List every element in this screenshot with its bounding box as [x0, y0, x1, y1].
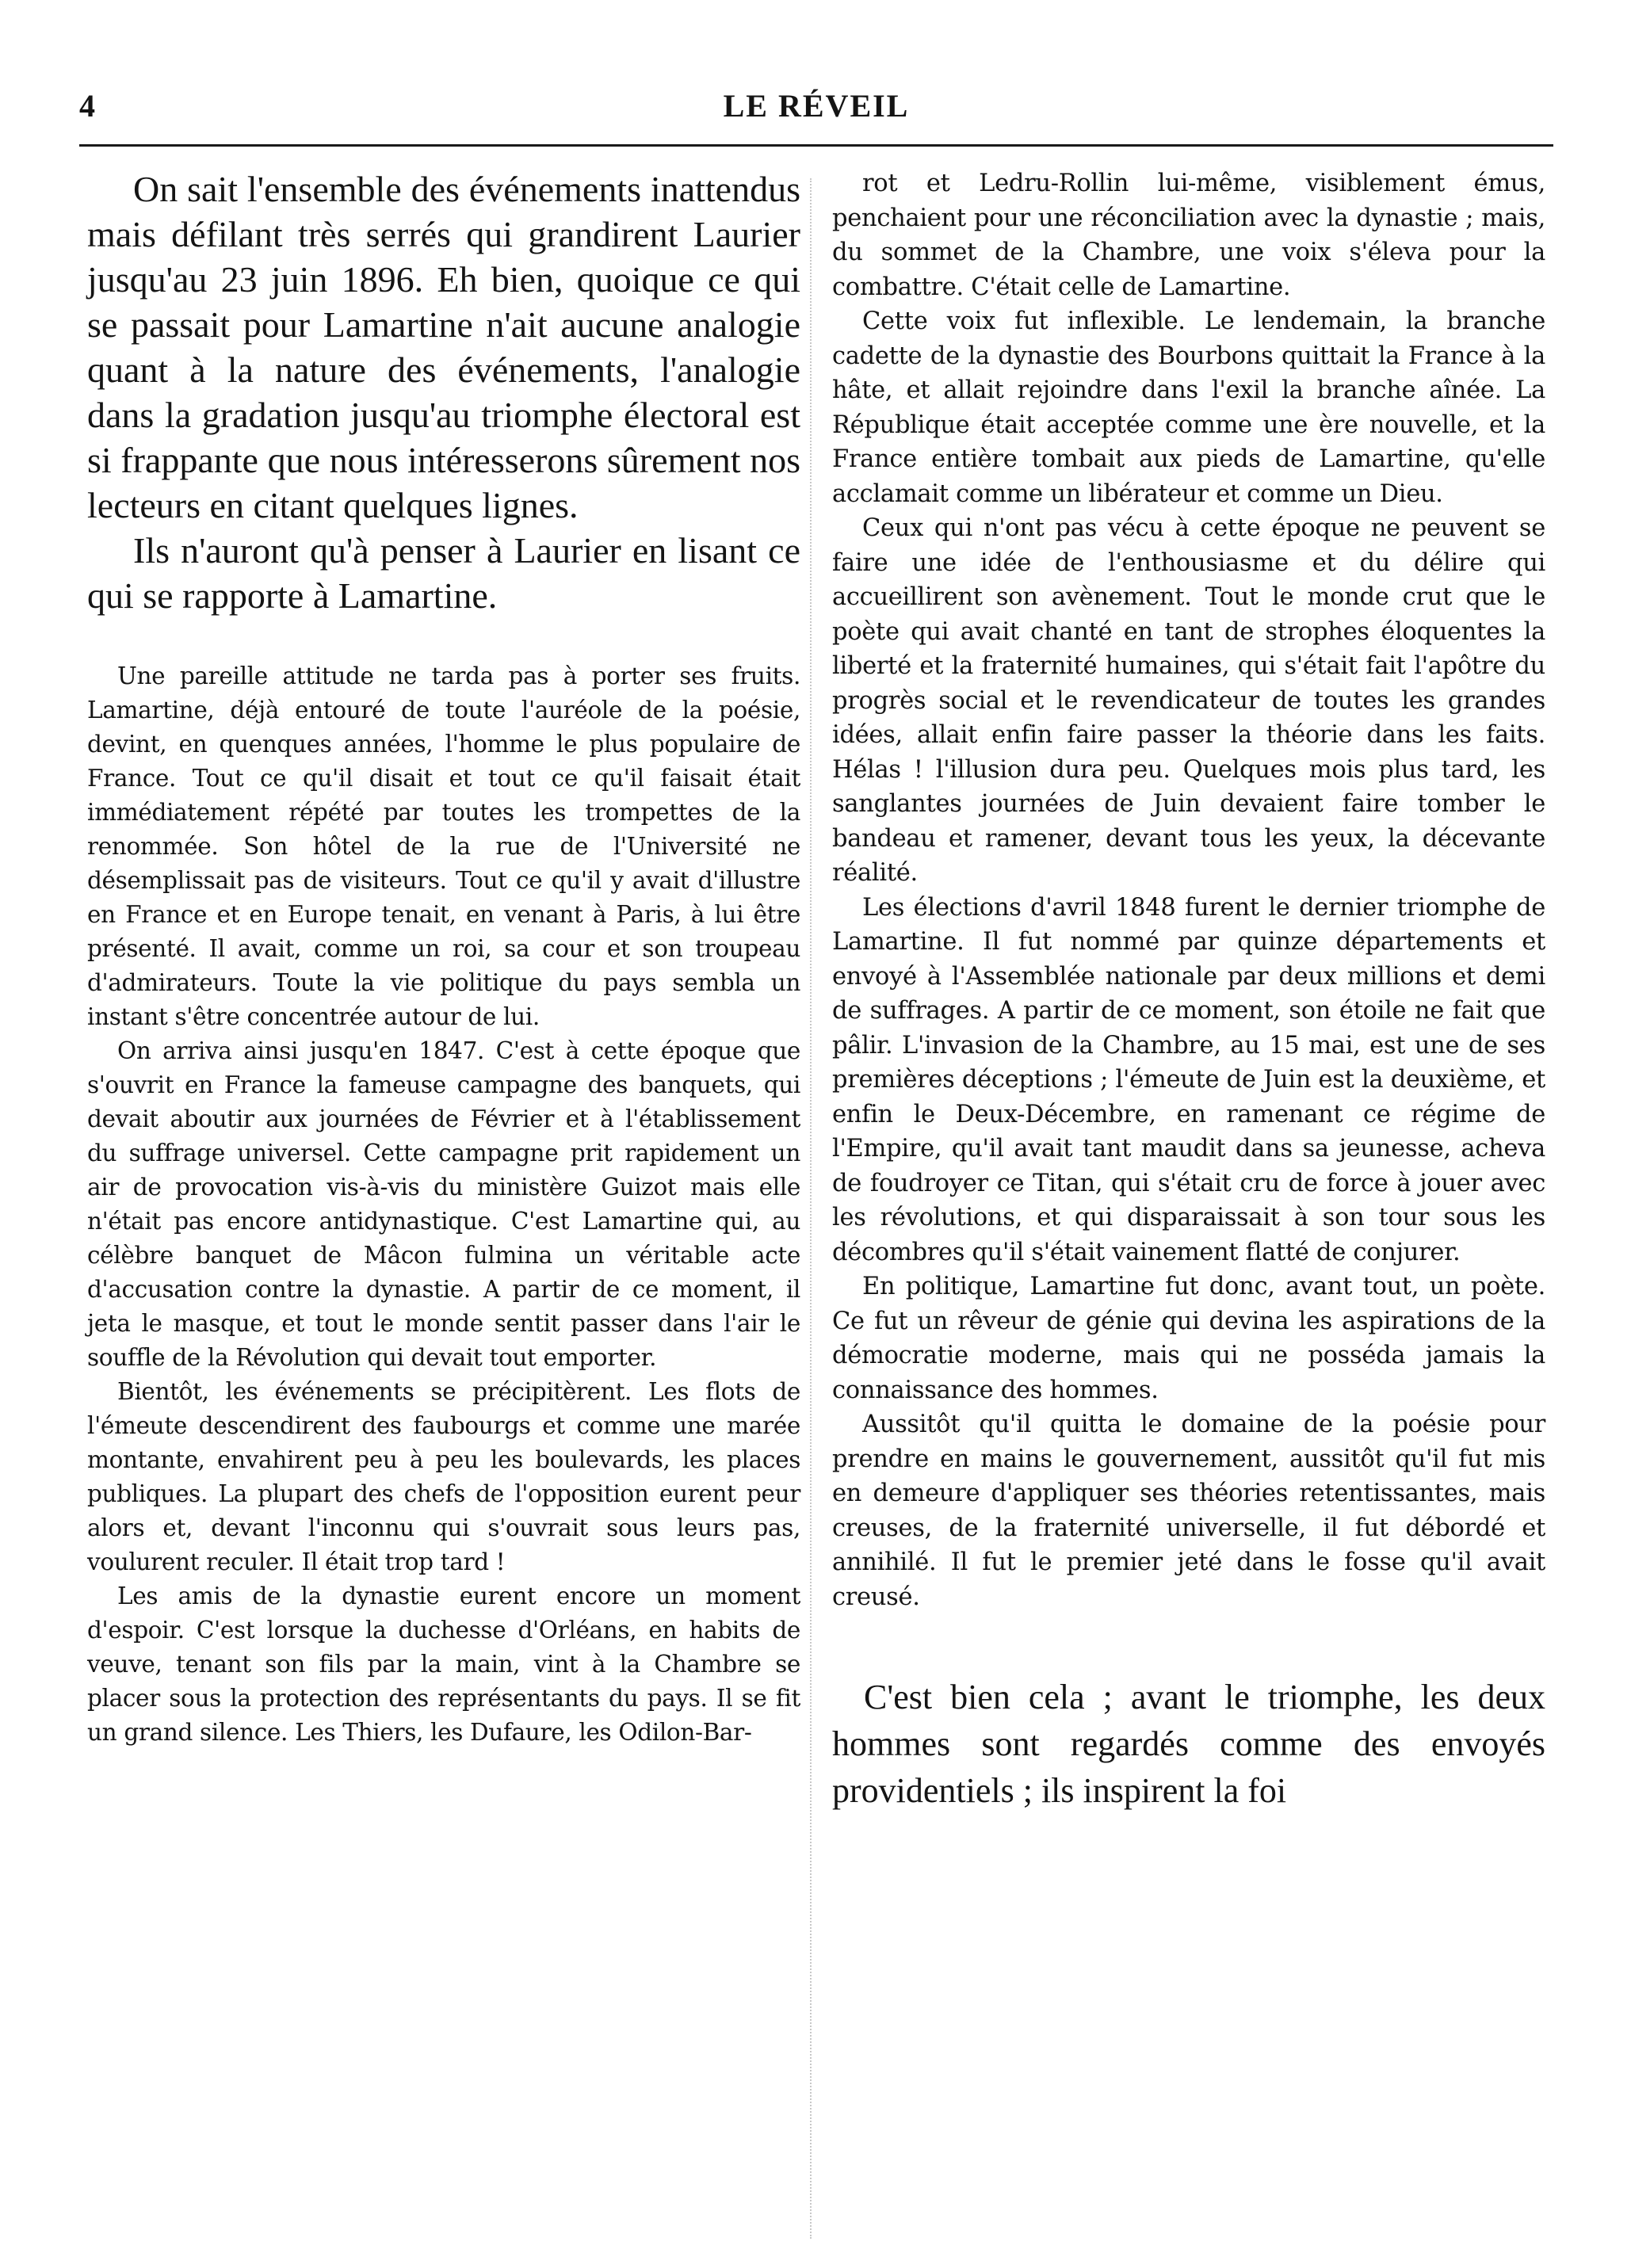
body-paragraph: On arriva ainsi jusqu'en 1847. C'est à cette époque que s'ouvrit en France la fameuse campagne des banquets, qui devait aboutir aux journées de Février et à l'établissement du suffrage universel. Cette campagne prit rapidement un air de provocation vis-à-vis du ministère Guizot mais elle n'était pas encore antidynastique. C'est Lamartine qui, au célèbre banquet de Mâcon fulmina un véritable acte d'accusation contre la dynastie. A partir de ce moment, il jeta le masque, et tout le monde sentit passer dans l'air le souffle de la Révolution qui devait tout emporter. [87, 1037, 800, 1371]
left-column [87, 166, 800, 1750]
body-paragraph: Une pareille attitude ne tarda pas à porter ses fruits. Lamartine, déjà entouré de toute l'auréole de la poésie, devint, en quenques années, l'homme le plus populaire de France. Tout ce qu'il disait et tout ce qu'il faisait était immédiatement répété par toutes les trompettes de la renommée. Son hôtel de la rue de l'Université ne désemplissait pas de visiteurs. Tout ce qu'il y avait d'illustre en France et en Europe tenait, en venant à Paris, à lui être présenté. Il avait, comme un roi, sa cour et son troupeau d'admirateurs. Toute la vie politique du pays sembla un instant s'être concentrée autour de lui. [87, 662, 800, 1030]
page-header [79, 87, 1553, 135]
body-paragraph: Les élections d'avril 1848 furent le dernier triomphe de Lamartine. Il fut nommé par quinze départements et envoyé à l'Assemblée nationale par deux millions et demi de suffrages. A partir de ce moment, son étoile ne fait que pâlir. L'invasion de la Chambre, au 15 mai, est une de ses premières déceptions ; l'émeute de Juin est la deuxième, et enfin le Deux-Décembre, en ramenant ce régime de l'Empire, qu'il avait tant maudit dans sa jeunesse, acheva de foudroyer ce Titan, qui s'était cru de force à jouer avec les révolutions, et qui disparaissait à son tour sous les décombres qu'il s'était vainement flatté de conjurer. [832, 893, 1545, 1266]
body-paragraph: Ceux qui n'ont pas vécu à cette époque ne peuvent se faire une idée de l'enthousiasme et du délire qui accueillirent son avènement. Tout le monde crut que le poète qui avait chanté en tant de strophes éloquentes la liberté et la fraternité humaines, qui s'était fait l'apôtre du progrès social et le revendicateur de toutes les grandes idées, allait enfin faire passer la théorie dans les faits. Hélas ! l'illusion dura peu. Quelques mois plus tard, les sanglantes journées de Juin devaient faire tomber le bandeau et ramener, devant tous les yeux, la décevante réalité. [832, 514, 1545, 887]
closing-section [832, 1674, 1545, 1814]
right-column [832, 166, 1545, 1814]
newspaper-title: LE RÉVEIL [723, 88, 910, 124]
body-paragraph: Aussitôt qu'il quitta le domaine de la poésie pour prendre en mains le gouvernement, aussitôt qu'il fut mis en demeure d'appliquer ses théories retentissantes, mais creuses, de la fraternité universelle, il fut débordé et annihilé. Il fut le premier jeté dans le fosse qu'il avait creusé. [832, 1411, 1545, 1611]
section-gap [87, 618, 800, 659]
body-paragraph: En politique, Lamartine fut donc, avant tout, un poète. Ce fut un rêveur de génie qui devina les aspirations de la démocratie moderne, mais qui ne posséda jamais la connaissance des hommes. [832, 1273, 1545, 1404]
lead-section [87, 166, 800, 618]
body-paragraph: Les amis de la dynastie eurent encore un moment d'espoir. C'est lorsque la duchesse d'Orléans, en habits de veuve, tenant son fils par la main, vint à la Chambre se placer sous la protection des représentants du pays. Il se fit un grand silence. Les Thiers, les Dufaure, les Odilon-Bar- [87, 1583, 800, 1746]
page-number: 4 [79, 88, 95, 124]
lead-paragraph: Ils n'auront qu'à penser à Laurier en lisant ce qui se rapporte à Lamartine. [87, 530, 800, 616]
header-rule [79, 144, 1553, 147]
body-paragraph: Bientôt, les événements se précipitèrent. Les flots de l'émeute descendirent des faubourgs et comme une marée montante, envahirent peu à peu les boulevards, les places publiques. La plupart des chefs de l'opposition eurent peur alors et, devant l'inconnu qui s'ouvrait sous leurs pas, voulurent reculer. Il était trop tard ! [87, 1378, 800, 1575]
quoted-excerpt-continued [832, 166, 1545, 1614]
closing-paragraph: C'est bien cela ; avant le triomphe, les deux hommes sont regardés comme des envoyés providentiels ; ils inspirent la foi [832, 1678, 1545, 1810]
quoted-excerpt [87, 659, 800, 1750]
section-gap [832, 1614, 1545, 1674]
lead-paragraph: On sait l'ensemble des événements inattendus mais défilant très serrés qui grandirent Laurier jusqu'au 23 juin 1896. Eh bien, quoique ce qui se passait pour Lamartine n'ait aucune analogie quant à la nature des événements, l'analogie dans la gradation jusqu'au triomphe électoral est si frappante que nous intéresserons sûrement nos lecteurs en citant quelques lignes. [87, 169, 800, 525]
body-paragraph: rot et Ledru-Rollin lui-même, visiblement émus, penchaient pour une réconciliation avec la dynastie ; mais, du sommet de la Chambre, une voix s'éleva pour la combattre. C'était celle de Lamartine. [832, 170, 1545, 301]
column-divider [810, 178, 812, 2239]
body-paragraph: Cette voix fut inflexible. Le lendemain, la branche cadette de la dynastie des Bourbons quittait la France à la hâte, et allait rejoindre dans l'exil la branche aînée. La République était acceptée comme une ère nouvelle, et la France entière tombait aux pieds de Lamartine, qu'elle acclamait comme un libérateur et comme un Dieu. [832, 307, 1545, 508]
